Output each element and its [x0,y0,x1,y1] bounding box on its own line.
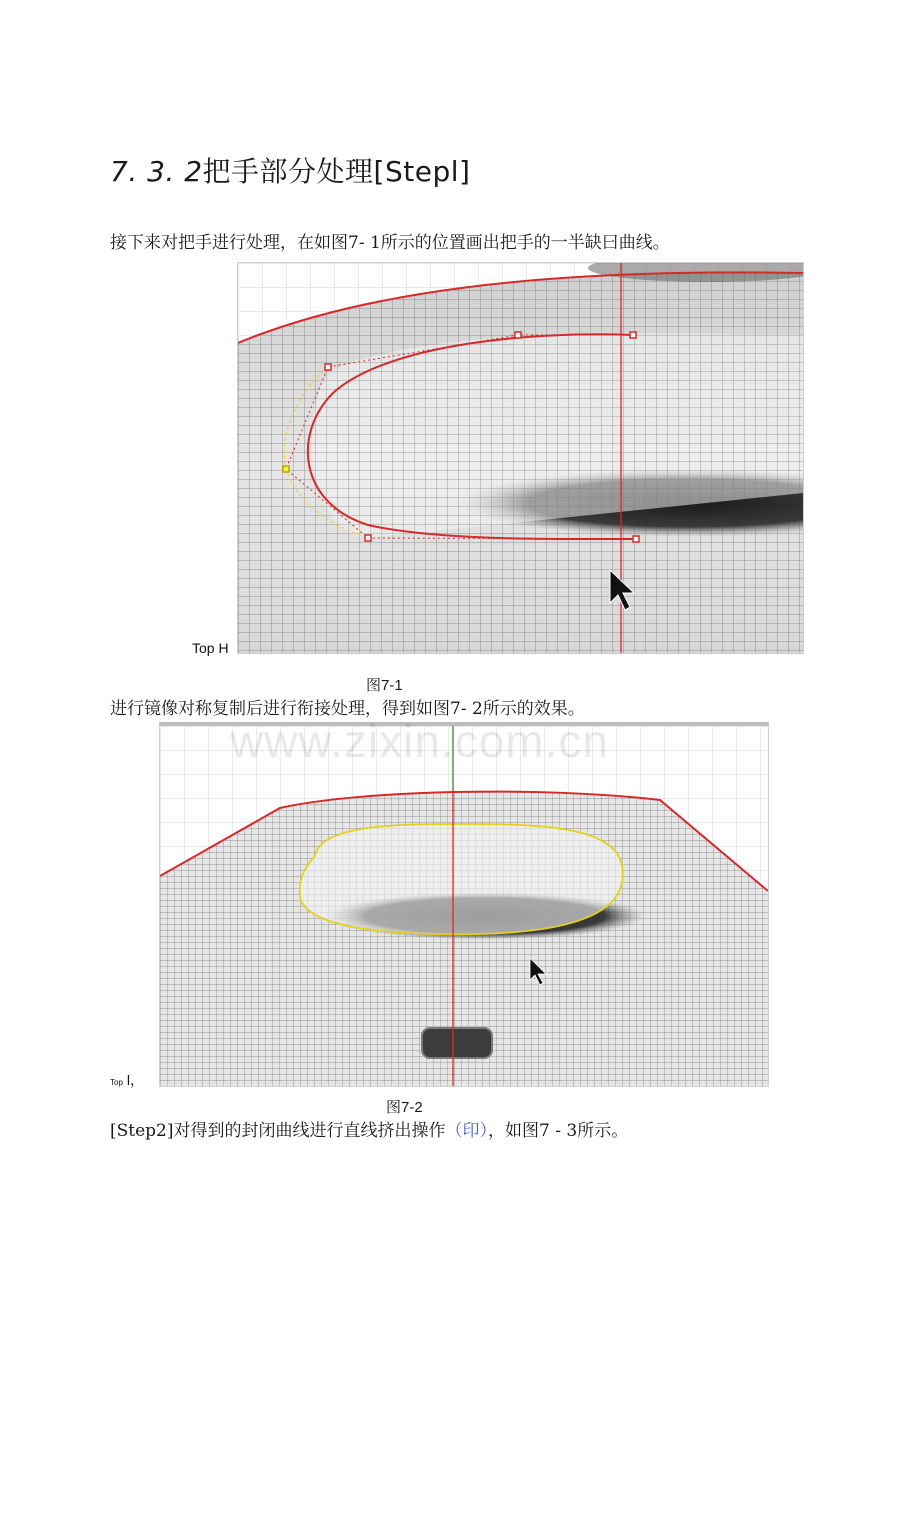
figure-7-1-render [238,263,803,653]
step2-text-end: ，如图7 - 3所示。 [488,1121,629,1141]
figure-7-1-viewport [237,262,804,654]
section-heading [110,150,470,190]
figure-7-2-viewport [159,722,769,1087]
figure-7-2-caption: 图7-2 [386,1099,423,1116]
paragraph-mirror: 进行镜像对称复制后进行衔接处理，得到如图7- 2所示的效果。 [110,699,585,719]
figure-7-2-render [160,726,768,1086]
section-number: 7. 3. 2 [110,155,203,188]
figure-7-2-viewport-label-small: Top [110,1078,123,1087]
paragraph-step2 [110,1120,628,1142]
extrude-icon-paren: （印） [445,1121,489,1141]
figure-7-1-viewport-label: Top H [192,640,229,656]
figure-7-2-viewport-label-rest: l， [126,1072,145,1088]
figure-7-2-viewport-label [110,1070,144,1090]
watermark: www.zixin.com.cn [230,715,609,767]
step2-text: [Step2]对得到的封闭曲线进行直线挤出操作 [110,1121,446,1141]
section-title: 把手部分处理[Stepl] [202,155,471,188]
paragraph-intro: 接下来对把手进行处理，在如图7- 1所示的位置画出把手的一半缺曰曲线。 [110,233,670,253]
figure-7-1-caption: 图7-1 [366,677,403,694]
